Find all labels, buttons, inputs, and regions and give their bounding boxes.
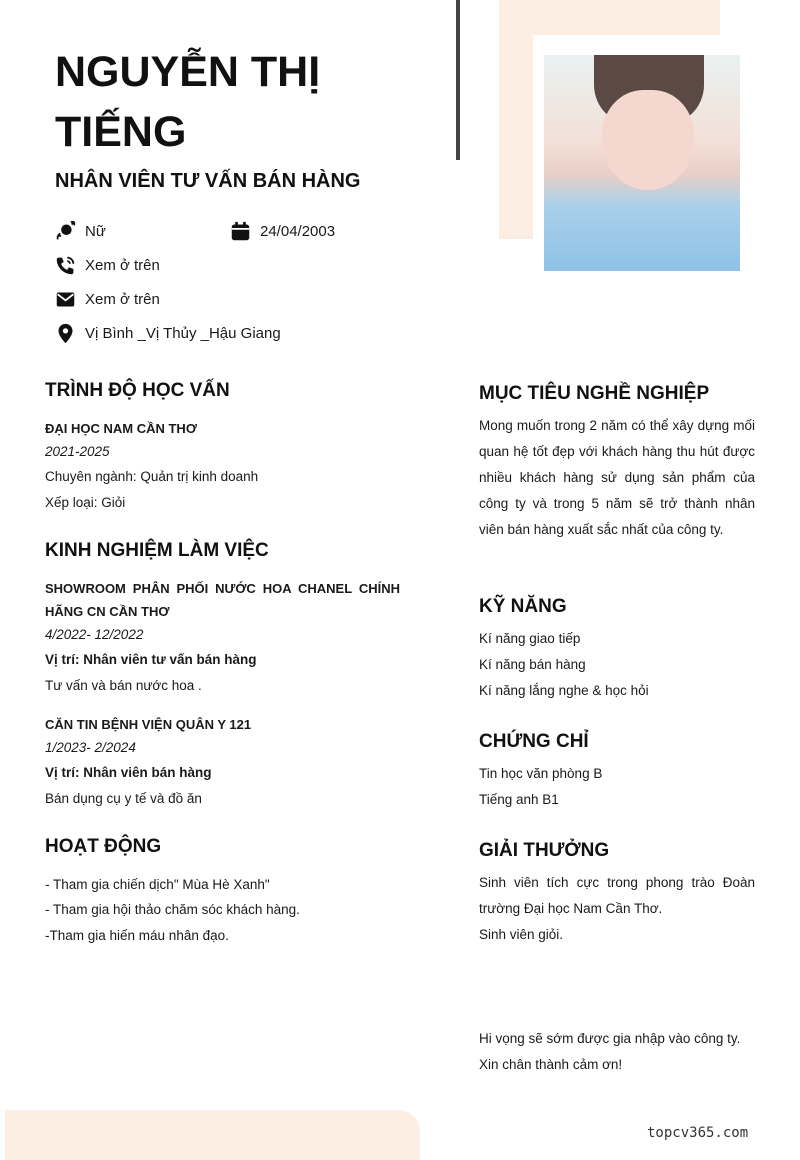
award-item: Sinh viên tích cực trong phong trào Đoàn trường Đại học Nam Cần Thơ. [479,875,755,916]
job-description: Bán dụng cụ y tế và đồ ăn [45,791,202,806]
activity-item: -Tham gia hiến máu nhân đạo. [45,928,229,943]
email-row [55,289,160,310]
education-major: Chuyên ngành: Quản trị kinh doanh [45,469,259,484]
award-item: Sinh viên giỏi. [479,927,564,942]
candidate-name: NGUYỄN THỊ TIẾNG [55,48,321,156]
job-position: Vị trí: Nhân viên tư vấn bán hàng [45,652,257,667]
address-value: Vị Bình _Vị Thủy _Hậu Giang [85,325,281,342]
profile-photo [544,55,740,271]
decor-block [499,35,533,239]
watermark: topcv365.com [647,1125,749,1141]
experience-heading: KINH NGHIỆM LÀM VIỆC [45,540,269,561]
job-period: 1/2023- 2/2024 [45,740,136,755]
phone-value: Xem ở trên [85,257,160,274]
school-name: ĐẠI HỌC NAM CẦN THƠ [45,421,197,436]
dob-row [230,221,335,242]
address-row [55,323,281,344]
job-company: SHOWROOM PHÂN PHỐI NƯỚC HOA CHANEL CHÍNH HÃNG CN CẦN THƠ [45,581,400,619]
calendar-icon [230,221,251,242]
job-company: CĂN TIN BỆNH VIỆN QUÂN Y 121 [45,717,252,732]
gender-row [55,221,106,242]
certificate-item: Tin học văn phòng B [479,766,603,781]
awards-heading: GIẢI THƯỞNG [479,840,610,861]
objective-text: Mong muốn trong 2 năm có thể xây dựng mối quan hệ tốt đẹp với khách hàng thu hút được nhiều khách hàng sử dụng sản phẩm của công ty và trong 5 năm sẽ trở thành nhân viên bán hàng xuất sắc nhất của công ty. [479,418,755,537]
closing-line: Hi vọng sẽ sớm được gia nhập vào công ty. [479,1031,741,1046]
skill-item: Kí năng lắng nghe & học hỏi [479,683,649,698]
activity-item: - Tham gia hội thảo chăm sóc khách hàng. [45,902,300,917]
gender-icon [55,221,76,242]
footer-decor [5,1110,420,1160]
job-position: Vị trí: Nhân viên bán hàng [45,765,212,780]
job-title: NHÂN VIÊN TƯ VẤN BÁN HÀNG [55,170,361,192]
skill-item: Kí năng giao tiếp [479,631,581,646]
location-pin-icon [55,323,76,344]
job-period: 4/2022- 12/2022 [45,627,144,642]
gender-value: Nữ [85,223,106,240]
skill-item: Kí năng bán hàng [479,657,586,672]
phone-row [55,255,160,276]
job-description: Tư vấn và bán nước hoa . [45,678,202,693]
education-grade: Xếp loại: Giỏi [45,495,126,510]
dob-value: 24/04/2003 [260,223,336,240]
certificates-heading: CHỨNG CHỈ [479,731,589,752]
decor-block [499,0,720,35]
certificate-item: Tiếng anh B1 [479,792,559,807]
education-heading: TRÌNH ĐỘ HỌC VẤN [45,380,230,401]
closing-line: Xin chân thành cảm ơn! [479,1057,623,1072]
phone-icon [55,255,76,276]
objective-heading: MỤC TIÊU NGHỀ NGHIỆP [479,383,710,404]
education-period: 2021-2025 [45,444,110,459]
email-value: Xem ở trên [85,291,160,308]
skills-heading: KỸ NĂNG [479,596,567,617]
divider-line [456,0,460,160]
activity-item: - Tham gia chiến dịch" Mùa Hè Xanh" [45,877,270,892]
activities-heading: HOẠT ĐỘNG [45,836,162,857]
envelope-icon [55,289,76,310]
